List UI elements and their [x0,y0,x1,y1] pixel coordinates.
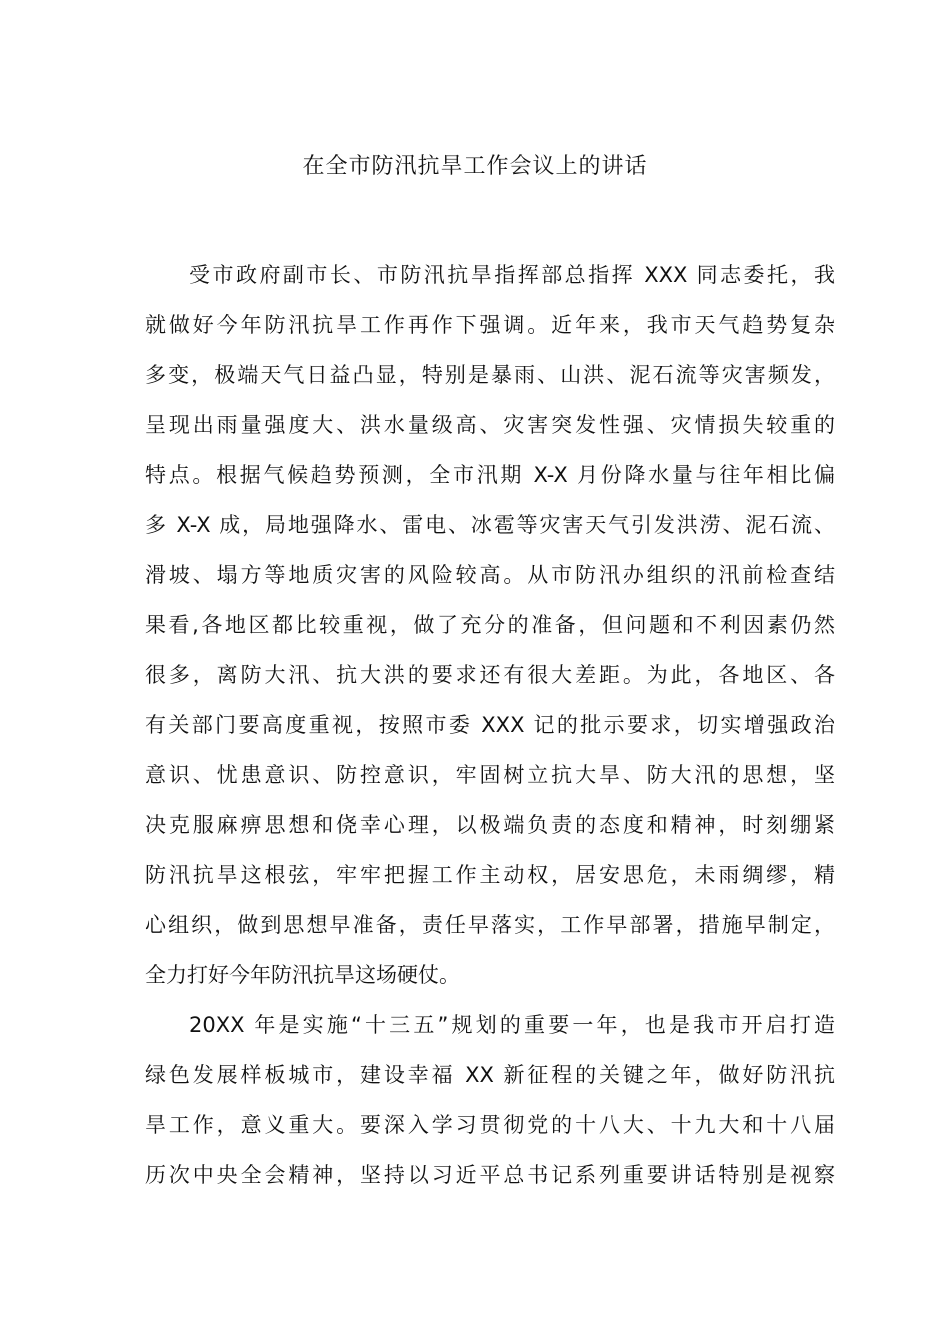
paragraph-2 [145,1000,835,1200]
text-line: 旱工作，意义重大。要深入学习贯彻党的十八大、十九大和十八届 [145,1113,835,1137]
text-line: 决克服麻痹思想和侥幸心理，以极端负责的态度和精神，时刻绷紧 [145,813,835,837]
text-line: 多 X-X 成，局地强降水、雷电、冰雹等灾害天气引发洪涝、泥石流、 [145,513,835,537]
text-line: 有关部门要高度重视，按照市委 XXX 记的批示要求，切实增强政治 [145,713,835,737]
document-title: 在全市防汛抗旱工作会议上的讲话 [302,154,648,179]
text-line: 呈现出雨量强度大、洪水量级高、灾害突发性强、灾情损失较重的 [145,413,835,437]
text-line: 心组织，做到思想早准备，责任早落实，工作早部署，措施早制定， [145,913,835,937]
text-line: 很多，离防大汛、抗大洪的要求还有很大差距。为此，各地区、各 [145,663,835,687]
text-line: 特点。根据气候趋势预测，全市汛期 X-X 月份降水量与往年相比偏 [145,463,835,487]
text-line: 受市政府副市长、市防汛抗旱指挥部总指挥 XXX 同志委托，我 [189,263,835,287]
text-line: 果看,各地区都比较重视，做了充分的准备，但问题和不利因素仍然 [145,613,835,637]
paragraph-1 [145,250,835,1000]
text-line: 绿色发展样板城市，建设幸福 XX 新征程的关键之年，做好防汛抗 [145,1063,835,1087]
text-line: 全力打好今年防汛抗旱这场硬仗。 [145,963,460,987]
text-line: 历次中央全会精神，坚持以习近平总书记系列重要讲话特别是视察 [145,1163,835,1187]
text-line: 多变，极端天气日益凸显，特别是暴雨、山洪、泥石流等灾害频发， [145,363,835,387]
text-line: 意识、忧患意识、防控意识，牢固树立抗大旱、防大汛的思想，坚 [145,763,835,787]
text-line: 20XX 年是实施“十三五”规划的重要一年，也是我市开启打造 [189,1013,835,1037]
document-body [145,250,835,1200]
text-line: 防汛抗旱这根弦，牢牢把握工作主动权，居安思危，未雨绸缪，精 [145,863,835,887]
text-line: 就做好今年防汛抗旱工作再作下强调。近年来，我市天气趋势复杂 [145,313,835,337]
text-line: 滑坡、塌方等地质灾害的风险较高。从市防汛办组织的汛前检查结 [145,563,835,587]
